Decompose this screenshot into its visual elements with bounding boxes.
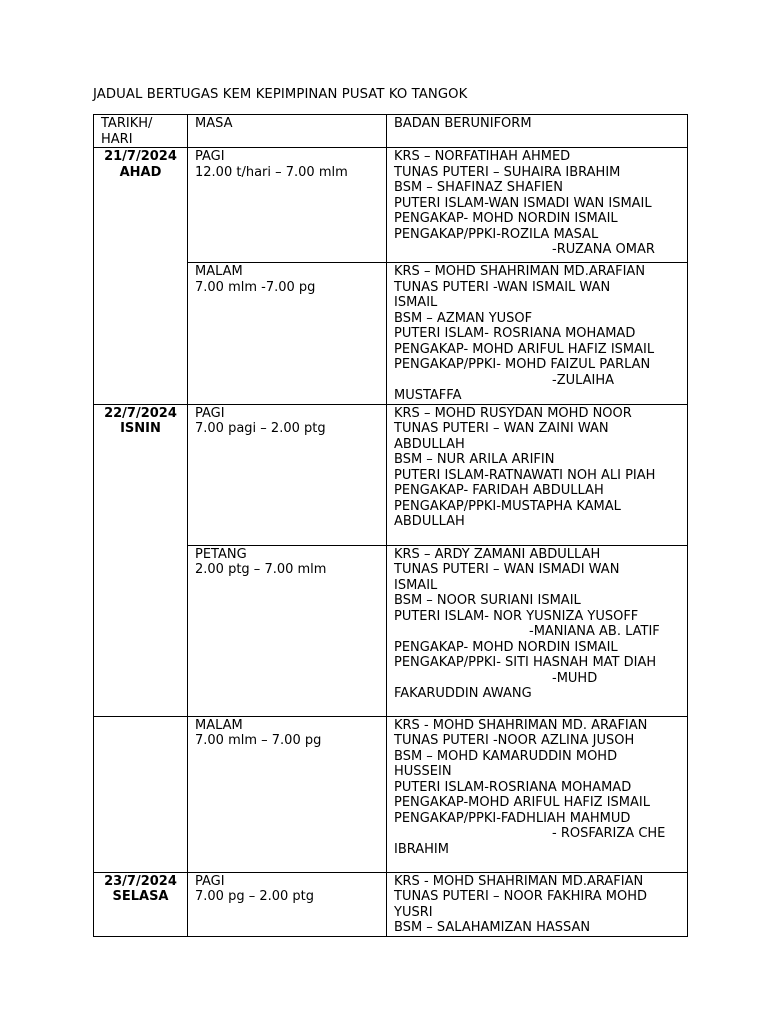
duty-line: ABDULLAH: [394, 436, 465, 452]
duty-line: KRS - MOHD SHAHRIMAN MD. ARAFIAN: [394, 717, 648, 733]
duty-line: PENGAKAP- MOHD NORDIN ISMAIL: [394, 639, 618, 655]
duty-cell: [387, 545, 688, 716]
session-label: PAGI: [195, 405, 225, 421]
table-row: [94, 148, 688, 263]
duty-line: -MANIANA AB. LATIF: [529, 624, 660, 639]
time-cell: [188, 716, 387, 872]
duty-line: BSM – NUR ARILA ARIFIN: [394, 452, 555, 467]
duty-cell: [387, 148, 688, 263]
duty-line: BSM – SALAHAMIZAN HASSAN: [394, 920, 591, 935]
duty-line: KRS - MOHD SHAHRIMAN MD.ARAFIAN: [394, 873, 644, 889]
duty-line: KRS – ARDY ZAMANI ABDULLAH: [394, 546, 601, 562]
time-cell: [188, 404, 387, 545]
date-value: 21/7/2024: [104, 149, 177, 164]
duty-line: PENGAKAP- FARIDAH ABDULLAH: [394, 483, 604, 498]
document-title: JADUAL BERTUGAS KEM KEPIMPINAN PUSAT KO TANGOK: [93, 87, 468, 102]
duty-line: TUNAS PUTERI – NOOR FAKHIRA MOHD: [394, 889, 648, 904]
duty-line: PUTERI ISLAM-ROSRIANA MOHAMAD: [394, 779, 632, 795]
date-value: 23/7/2024: [104, 873, 177, 889]
time-cell: [188, 263, 387, 405]
duty-line: PENGAKAP/PPKI- SITI HASNAH MAT DIAH: [394, 655, 657, 670]
duty-line: TUNAS PUTERI -WAN ISMAIL WAN: [394, 279, 611, 295]
duty-line: PUTERI ISLAM- ROSRIANA MOHAMAD: [394, 326, 636, 341]
table-row: [94, 716, 688, 872]
duty-line: -ZULAIHA: [552, 372, 615, 388]
duty-line: TUNAS PUTERI – SUHAIRA IBRAHIM: [394, 164, 621, 180]
session-label: PAGI: [195, 873, 225, 889]
table-row: [94, 872, 688, 936]
duty-line: KRS – NORFATIHAH AHMED: [394, 149, 571, 164]
duty-line: PENGAKAP/PPKI-MUSTAPHA KAMAL: [394, 498, 621, 514]
duty-line: PUTERI ISLAM-RATNAWATI NOH ALI PIAH: [394, 467, 656, 483]
session-label: MALAM: [195, 717, 243, 733]
duty-line: KRS – MOHD RUSYDAN MOHD NOOR: [394, 405, 632, 421]
date-value: 22/7/2024: [104, 405, 177, 421]
duty-line: -MUHD: [552, 670, 598, 686]
duty-cell: [387, 263, 688, 405]
date-cell: [94, 148, 188, 405]
time-range: 7.00 mlm – 7.00 pg: [195, 733, 322, 748]
day-value: ISNIN: [120, 421, 161, 436]
duty-line: PENGAKAP/PPKI-ROZILA MASAL: [394, 226, 599, 242]
duty-line: KRS – MOHD SHAHRIMAN MD.ARAFIAN: [394, 264, 646, 279]
duty-line: ABDULLAH: [394, 514, 465, 529]
duty-line: -RUZANA OMAR: [552, 242, 655, 257]
duty-line: FAKARUDDIN AWANG: [394, 686, 532, 701]
duty-line: ISMAIL: [394, 295, 438, 310]
duty-line: TUNAS PUTERI – WAN ISMADI WAN: [394, 562, 620, 577]
duty-cell: [387, 872, 688, 936]
time-range: 2.00 ptg – 7.00 mlm: [195, 562, 327, 577]
time-cell: [188, 148, 387, 263]
duty-line: PENGAKAP/PPKI-FADHLIAH MAHMUD: [394, 810, 631, 826]
duty-line: BSM – SHAFINAZ SHAFIEN: [394, 180, 563, 195]
session-label: PETANG: [195, 546, 247, 562]
header-uniformed-body: BADAN BERUNIFORM: [387, 115, 688, 148]
duty-line: PENGAKAP- MOHD ARIFUL HAFIZ ISMAIL: [394, 341, 655, 357]
header-date-label: TARIKH/: [101, 116, 153, 131]
date-cell: [94, 872, 188, 936]
duty-line: ISMAIL: [394, 577, 438, 593]
session-label: MALAM: [195, 264, 243, 279]
duty-line: PENGAKAP/PPKI- MOHD FAIZUL PARLAN: [394, 357, 651, 372]
time-cell: [188, 872, 387, 936]
duty-line: BSM – AZMAN YUSOF: [394, 310, 533, 326]
date-cell: [94, 404, 188, 716]
duty-line: BSM – MOHD KAMARUDDIN MOHD: [394, 748, 618, 764]
time-range: 12.00 t/hari – 7.00 mlm: [195, 164, 348, 180]
header-date-day: [94, 115, 188, 148]
day-value: AHAD: [119, 164, 162, 180]
time-range: 7.00 pg – 2.00 ptg: [195, 889, 315, 904]
time-range: 7.00 mlm -7.00 pg: [195, 279, 316, 295]
duty-cell: [387, 716, 688, 872]
header-day-label: HARI: [101, 131, 133, 147]
duty-line: - ROSFARIZA CHE: [552, 826, 666, 841]
duty-line: YUSRI: [394, 904, 433, 920]
duty-line: PENGAKAP-MOHD ARIFUL HAFIZ ISMAIL: [394, 795, 650, 810]
date-cell: [94, 716, 188, 872]
duty-line: PENGAKAP- MOHD NORDIN ISMAIL: [394, 211, 618, 226]
duty-line: HUSSEIN: [394, 764, 452, 779]
table-row: [94, 404, 688, 545]
duty-line: MUSTAFFA: [394, 388, 462, 403]
session-label: PAGI: [195, 149, 225, 164]
time-cell: [188, 545, 387, 716]
duty-line: PUTERI ISLAM-WAN ISMADI WAN ISMAIL: [394, 195, 652, 211]
duty-line: BSM – NOOR SURIANI ISMAIL: [394, 593, 581, 608]
header-time: MASA: [188, 115, 387, 148]
duty-line: TUNAS PUTERI – WAN ZAINI WAN: [394, 421, 609, 436]
header-row: [94, 115, 688, 148]
duty-line: IBRAHIM: [394, 841, 449, 857]
day-value: SELASA: [112, 889, 169, 904]
duty-cell: [387, 404, 688, 545]
duty-line: TUNAS PUTERI -NOOR AZLINA JUSOH: [394, 733, 635, 748]
time-range: 7.00 pagi – 2.00 ptg: [195, 421, 326, 436]
duty-schedule-table: [93, 114, 688, 937]
duty-line: PUTERI ISLAM- NOR YUSNIZA YUSOFF: [394, 608, 639, 624]
